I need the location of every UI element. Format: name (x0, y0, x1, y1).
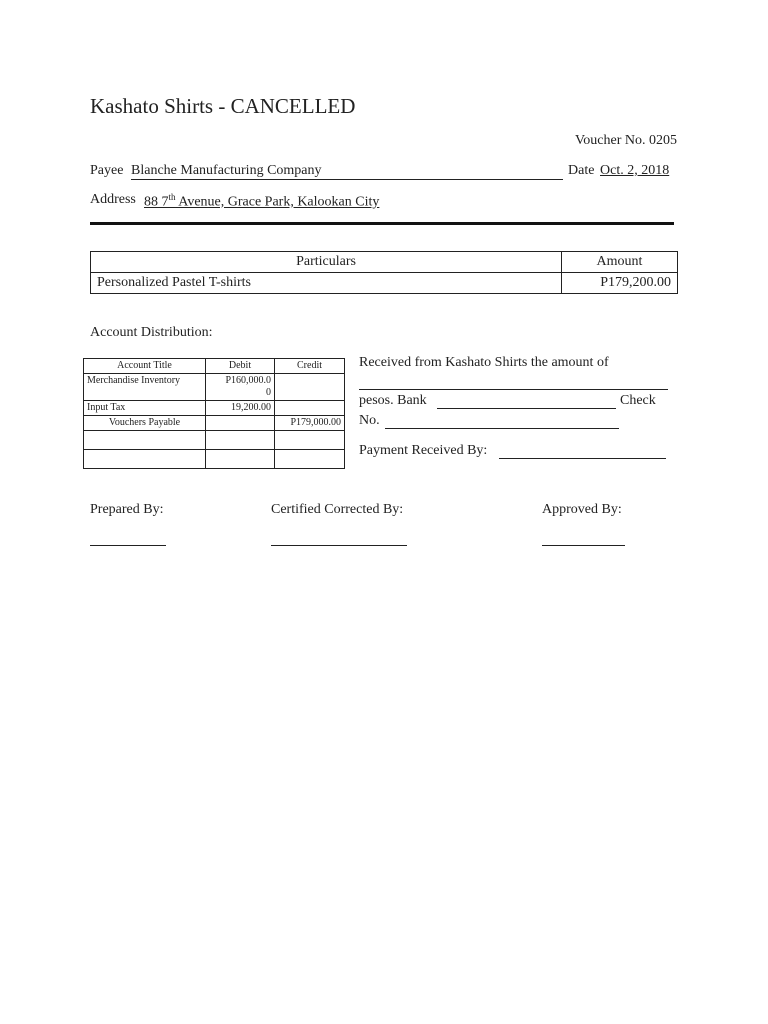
particulars-table (90, 251, 678, 294)
account-title-cell (84, 450, 206, 469)
payee-label: Payee (90, 163, 124, 178)
credit-cell (275, 450, 345, 469)
debit-cell (206, 416, 275, 431)
check-no-label: No. (359, 413, 380, 428)
approved-by-label: Approved By: (542, 502, 622, 517)
account-title-cell: Vouchers Payable (84, 416, 206, 431)
date-value: Oct. 2, 2018 (600, 163, 670, 178)
table-row (84, 401, 345, 416)
table-row (84, 374, 345, 401)
debit-cell: 19,200.00 (206, 401, 275, 416)
account-title-cell: Merchandise Inventory (84, 374, 206, 401)
payment-received-by-blank-line[interactable] (499, 458, 666, 459)
table-header-row (91, 252, 678, 273)
credit-cell (275, 401, 345, 416)
divider (90, 222, 674, 225)
received-text: Received from Kashato Shirts the amount of (359, 355, 609, 370)
table-row (84, 450, 345, 469)
credit-header: Credit (275, 359, 345, 374)
prepared-by-signature-line[interactable] (90, 545, 166, 546)
credit-cell (275, 374, 345, 401)
certified-by-signature-line[interactable] (271, 545, 407, 546)
voucher-number (575, 133, 677, 149)
table-header-row (84, 359, 345, 374)
voucher-value: 0205 (649, 133, 677, 148)
payee-underline (131, 179, 563, 180)
address-value: 88 7th Avenue, Grace Park, Kalookan City (144, 192, 380, 210)
amount-cell: P179,200.00 (562, 273, 678, 294)
account-title-cell: Input Tax (84, 401, 206, 416)
particular-cell: Personalized Pastel T-shirts (91, 273, 562, 294)
prepared-by-label: Prepared By: (90, 502, 164, 517)
approved-by-signature-line[interactable] (542, 545, 625, 546)
debit-cell (206, 431, 275, 450)
check-label: Check (620, 393, 656, 408)
account-title-cell (84, 431, 206, 450)
table-row (84, 416, 345, 431)
account-title-header: Account Title (84, 359, 206, 374)
pesos-bank-label: pesos. Bank (359, 393, 427, 408)
payee-value: Blanche Manufacturing Company (131, 163, 322, 178)
payment-received-by-label: Payment Received By: (359, 443, 488, 458)
table-row (84, 431, 345, 450)
amount-blank-line[interactable] (359, 389, 668, 390)
page-title: Kashato Shirts - CANCELLED (90, 94, 356, 118)
debit-cell: P160,000.0 0 (206, 374, 275, 401)
account-distribution-table (83, 358, 345, 469)
voucher-label: Voucher No. (574, 133, 646, 148)
account-distribution-label: Account Distribution: (90, 325, 213, 340)
credit-cell: P179,000.00 (275, 416, 345, 431)
debit-cell (206, 450, 275, 469)
credit-cell (275, 431, 345, 450)
debit-header: Debit (206, 359, 275, 374)
bank-blank-line[interactable] (437, 408, 616, 409)
particulars-header: Particulars (91, 252, 562, 273)
certified-by-label: Certified Corrected By: (271, 502, 404, 517)
check-no-blank-line[interactable] (385, 428, 619, 429)
address-label: Address (90, 192, 136, 207)
amount-header: Amount (562, 252, 678, 273)
date-label: Date (568, 163, 595, 178)
table-row (91, 273, 678, 294)
